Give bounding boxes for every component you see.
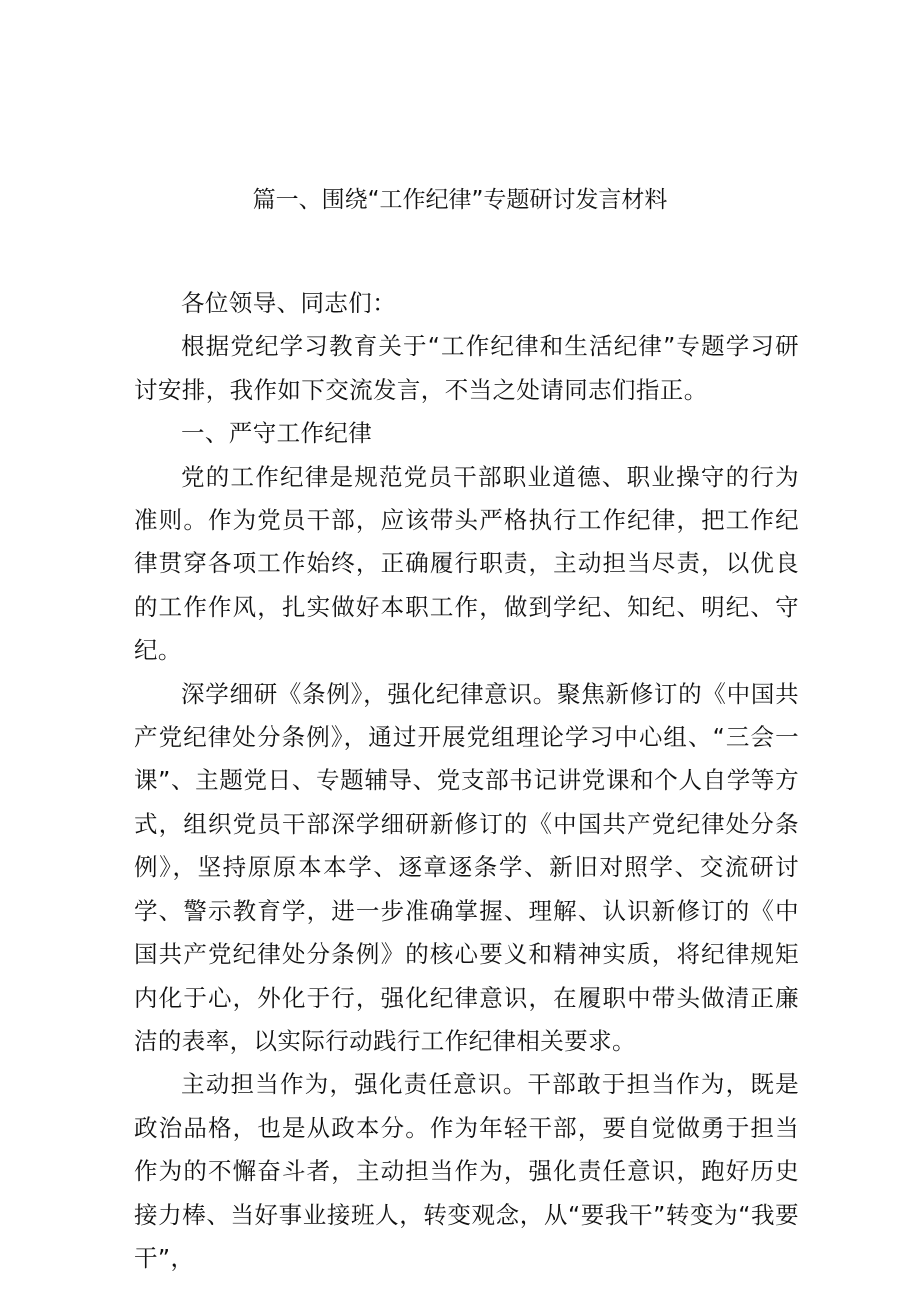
body-paragraph: 党的工作纪律是规范党员干部职业道德、职业操守的行为准则。作为党员干部，应该带头严格执行工作纪律，把工作纪律贯穿各项工作始终，正确履行职责，主动担当尽责，以优良的工作作风，扎实做好本职工作，做到学纪、知纪、明纪、守纪。: [134, 462, 799, 665]
body-paragraph: 深学细研《条例》，强化纪律意识。聚焦新修订的《中国共产党纪律处分条例》，通过开展党组理论学习中心组、“三会一课”、主题党日、专题辅导、党支部书记讲党课和个人自学等方式，组织党员干部深学细研新修订的《中国共产党纪律处分条例》，坚持原原本本学、逐章逐条学、新旧对照学、交流研讨学、警示教育学，进一步准确掌握、理解、认识新修订的《中国共产党纪律处分条例》的核心要义和精神实质，将纪律规矩内化于心，外化于行，强化纪律意识，在履职中带头做清正廉洁的表率，以实际行动践行工作纪律相关要求。: [134, 679, 799, 1055]
intro-paragraph: 根据党纪学习教育关于“工作纪律和生活纪律”专题学习研讨安排，我作如下交流发言，不当之处请同志们指正。: [134, 332, 799, 404]
body-paragraph: 主动担当作为，强化责任意识。干部敢于担当作为，既是政治品格，也是从政本分。作为年轻干部，要自觉做勇于担当作为的不懈奋斗者，主动担当作为，强化责任意识，跑好历史接力棒、当好事业接班人，转变观念，从“要我干”转变为“我要干”，: [134, 1070, 799, 1272]
document-body: [134, 282, 799, 1280]
section-heading: 一、严守工作纪律: [181, 419, 373, 448]
document-title: 篇一、围绕“工作纪律”专题研讨发言材料: [252, 187, 668, 213]
salutation-paragraph: 各位领导、同志们：: [181, 289, 397, 317]
